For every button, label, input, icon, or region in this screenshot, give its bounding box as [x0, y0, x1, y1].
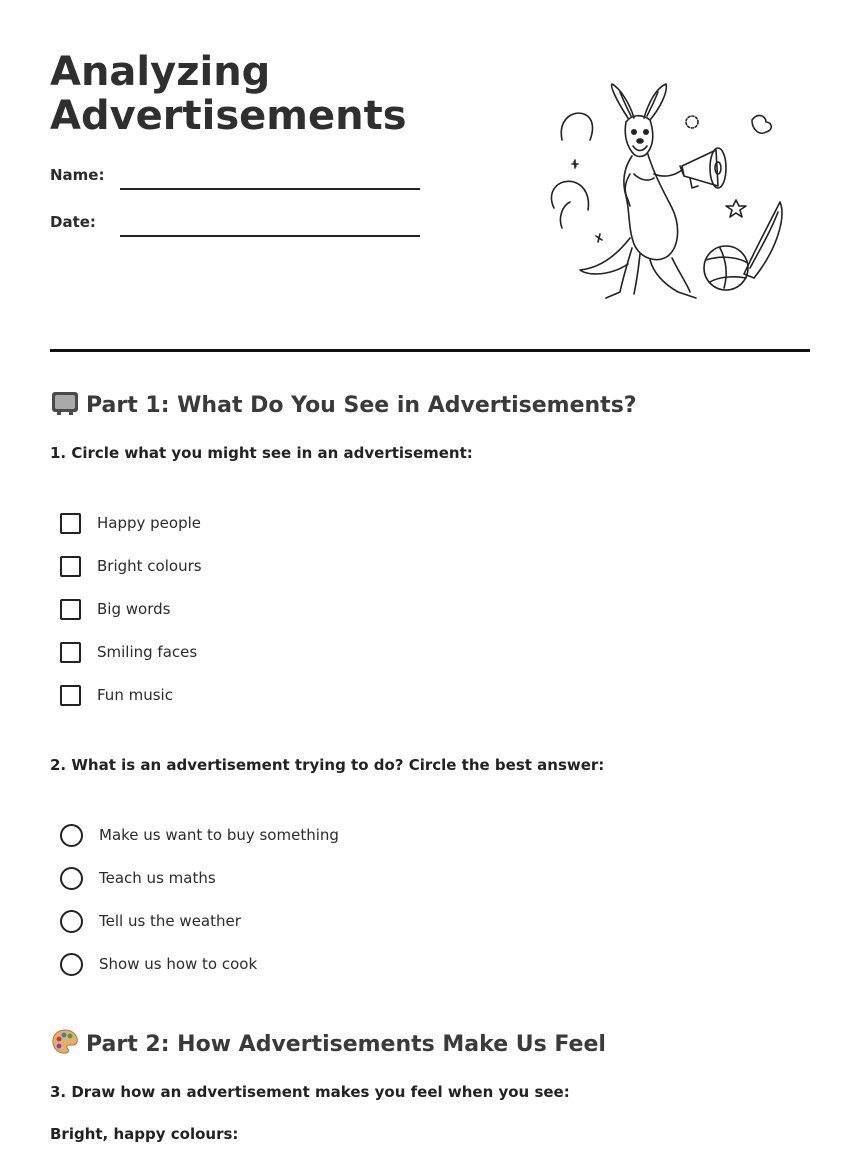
- option-label: Smiling faces: [97, 643, 198, 661]
- date-label: Date:: [50, 213, 96, 231]
- radio-option[interactable]: [60, 909, 241, 933]
- checkbox-option[interactable]: [60, 511, 201, 535]
- option-label: Big words: [97, 600, 171, 618]
- part2-heading: [50, 1027, 606, 1057]
- part1-heading: [50, 388, 637, 418]
- option-label: Happy people: [97, 514, 202, 532]
- option-label: Show us how to cook: [99, 955, 258, 973]
- radio-circle[interactable]: [60, 910, 83, 933]
- radio-circle[interactable]: [60, 953, 83, 976]
- kangaroo-with-megaphone-illustration: [540, 78, 790, 308]
- question-3-prompt: Bright, happy colours:: [50, 1125, 239, 1143]
- radio-circle[interactable]: [60, 824, 83, 847]
- part2-title: Part 2: How Advertisements Make Us Feel: [86, 1032, 606, 1057]
- part1-title: Part 1: What Do You See in Advertisements?: [86, 393, 637, 418]
- radio-option[interactable]: [60, 866, 216, 890]
- date-field[interactable]: [50, 207, 430, 237]
- name-field[interactable]: [50, 160, 430, 190]
- option-label: Tell us the weather: [99, 912, 241, 930]
- checkbox[interactable]: [60, 513, 81, 534]
- name-label: Name:: [50, 166, 105, 184]
- checkbox[interactable]: [60, 556, 81, 577]
- radio-circle[interactable]: [60, 867, 83, 890]
- tv-icon: [50, 388, 80, 418]
- checkbox[interactable]: [60, 685, 81, 706]
- option-label: Fun music: [97, 686, 173, 704]
- checkbox[interactable]: [60, 599, 81, 620]
- radio-option[interactable]: [60, 823, 339, 847]
- date-line[interactable]: [120, 235, 420, 237]
- option-label: Make us want to buy something: [99, 826, 339, 844]
- option-label: Teach us maths: [99, 869, 216, 887]
- palette-icon: [50, 1027, 80, 1057]
- checkbox-option[interactable]: [60, 597, 170, 621]
- name-line[interactable]: [120, 188, 420, 190]
- checkbox-option[interactable]: [60, 683, 173, 707]
- checkbox-option[interactable]: [60, 640, 197, 664]
- question-3: 3. Draw how an advertisement makes you feel when you see:: [50, 1083, 570, 1101]
- checkbox-option[interactable]: [60, 554, 202, 578]
- question-2: 2. What is an advertisement trying to do? Circle the best answer:: [50, 756, 605, 774]
- radio-option[interactable]: [60, 952, 257, 976]
- checkbox[interactable]: [60, 642, 81, 663]
- option-label: Bright colours: [97, 557, 202, 575]
- worksheet-title: Analyzing Advertisements: [50, 49, 407, 139]
- question-1: 1. Circle what you might see in an advertisement:: [50, 444, 473, 462]
- section-divider: [50, 349, 810, 352]
